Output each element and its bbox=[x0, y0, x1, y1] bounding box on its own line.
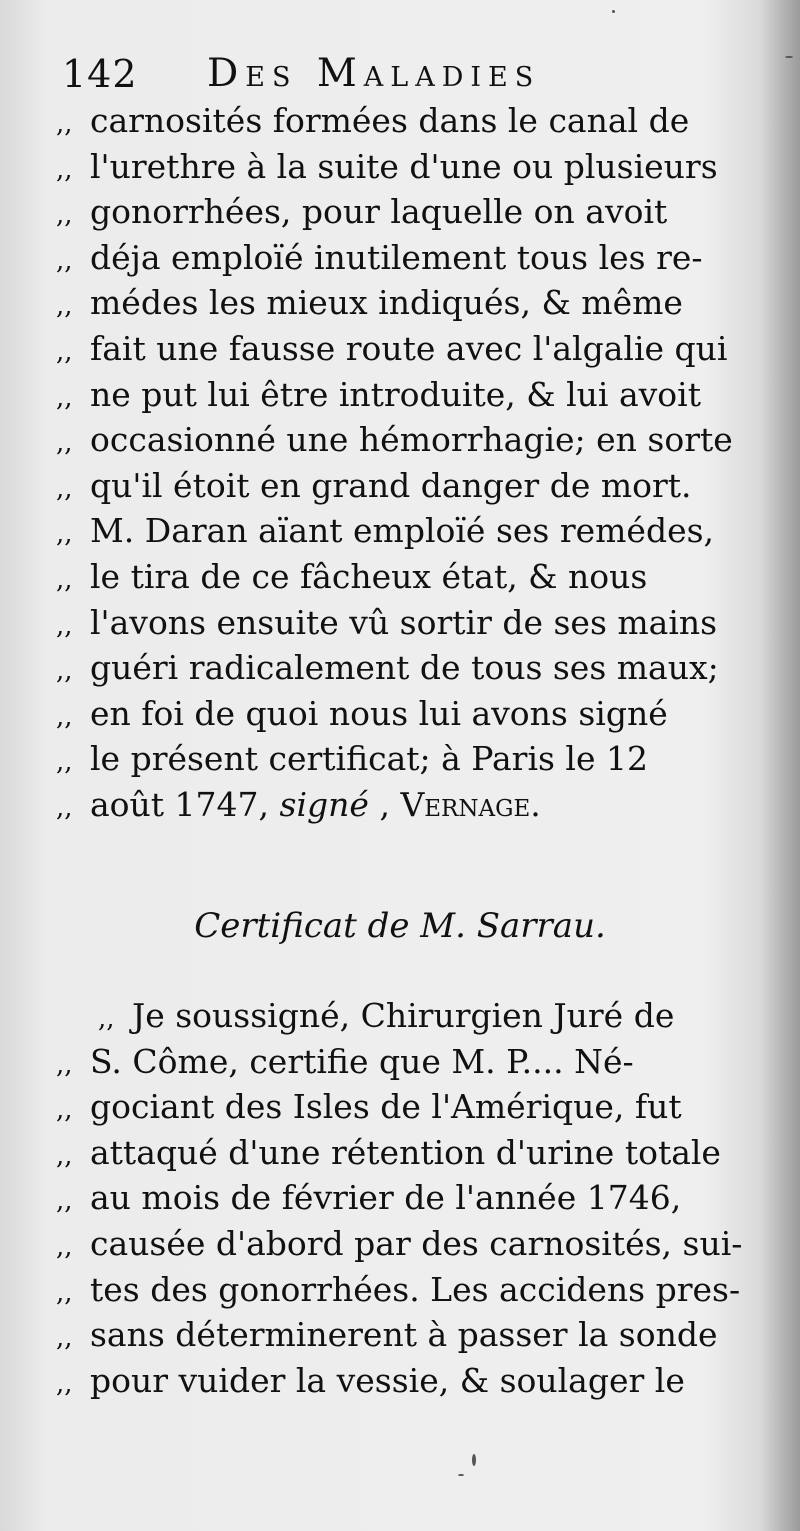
quote-mark: ,, bbox=[56, 1277, 73, 1308]
text-line bbox=[56, 1039, 750, 1085]
line-text: occasionné une hémorrhagie; en sorte bbox=[90, 420, 733, 460]
line-text: pour vuider la vessie, & soulager le bbox=[90, 1360, 685, 1400]
line-text: gonorrhées, pour laquelle on avoit bbox=[90, 192, 668, 232]
text-line bbox=[56, 144, 750, 190]
text-line bbox=[56, 98, 750, 144]
line-text: gociant des Isles de l'Amérique, fut bbox=[90, 1087, 682, 1127]
date-text: août 1747, bbox=[90, 784, 270, 824]
page-edge-shadow bbox=[760, 0, 800, 1531]
quote-mark: ,, bbox=[56, 519, 73, 550]
text-line bbox=[56, 280, 750, 326]
line-text: carnosités formées dans le canal de bbox=[90, 101, 690, 140]
text-line-signature bbox=[56, 782, 750, 828]
text-line bbox=[56, 463, 750, 509]
text-line bbox=[56, 1175, 750, 1221]
quote-mark: ,, bbox=[56, 610, 73, 641]
text-block-sarrau-certificate bbox=[56, 993, 750, 1403]
quote-mark: ,, bbox=[56, 1186, 73, 1217]
text-line bbox=[56, 1312, 750, 1358]
text-line bbox=[56, 645, 750, 691]
line-text: attaqué d'une rétention d'urine totale bbox=[90, 1132, 721, 1172]
line-text: S. Côme, certifie que M. P.... Né- bbox=[90, 1041, 634, 1081]
paper-speck bbox=[472, 1454, 476, 1466]
signature-separator: , bbox=[379, 784, 390, 824]
text-line bbox=[56, 372, 750, 418]
line-text bbox=[90, 782, 541, 828]
line-text: au mois de février de l'année 1746, bbox=[90, 1178, 682, 1218]
quote-mark: ,, bbox=[56, 428, 73, 459]
text-line bbox=[56, 417, 750, 463]
line-text: en foi de quoi nous lui avons signé bbox=[90, 693, 668, 733]
quote-mark: ,, bbox=[56, 1323, 73, 1354]
text-line bbox=[56, 1267, 750, 1313]
quote-mark: ,, bbox=[56, 109, 73, 139]
page-number: 142 bbox=[62, 52, 138, 96]
line-text: tes des gonorrhées. Les accidens pres- bbox=[90, 1269, 741, 1309]
line-text: fait une fausse route avec l'algalie qui bbox=[90, 328, 728, 368]
line-text: qu'il étoit en grand danger de mort. bbox=[90, 465, 692, 505]
text-line bbox=[56, 189, 750, 235]
text-line bbox=[56, 993, 750, 1039]
line-text: l'avons ensuite vû sortir de ses mains bbox=[90, 602, 718, 642]
line-text: le tira de ce fâcheux état, & nous bbox=[90, 556, 648, 596]
line-text: le présent certificat; à Paris le 12 bbox=[90, 739, 648, 779]
text-block-vernage-certificate bbox=[56, 98, 750, 828]
quote-mark: ,, bbox=[56, 336, 73, 367]
text-line bbox=[56, 691, 750, 737]
quote-mark: ,, bbox=[56, 245, 73, 276]
paper-speck bbox=[458, 1474, 464, 1476]
certificate-heading: Certificat de M. Sarrau. bbox=[194, 906, 606, 946]
line-text: causée d'abord par des carnosités, sui- bbox=[90, 1223, 743, 1263]
text-line bbox=[56, 1130, 750, 1176]
text-line bbox=[56, 1358, 750, 1404]
quote-mark: ,, bbox=[56, 382, 73, 413]
line-text: Je soussigné, Chirurgien Juré de bbox=[132, 996, 675, 1035]
quote-mark: ,, bbox=[56, 1368, 73, 1399]
line-text: l'urethre à la suite d'une ou plusieurs bbox=[90, 146, 718, 186]
quote-mark: ,, bbox=[98, 1004, 115, 1034]
quote-mark: ,, bbox=[56, 154, 73, 185]
line-text: guéri radicalement de tous ses maux; bbox=[90, 648, 719, 688]
quote-mark: ,, bbox=[56, 701, 73, 732]
quote-mark: ,, bbox=[56, 1140, 73, 1171]
line-text: M. Daran aïant emploïé ses remédes, bbox=[90, 511, 715, 551]
text-line bbox=[56, 1084, 750, 1130]
text-line bbox=[56, 508, 750, 554]
quote-mark: ,, bbox=[56, 564, 73, 595]
quote-mark: ,, bbox=[56, 473, 73, 504]
text-line bbox=[56, 554, 750, 600]
quote-mark: ,, bbox=[56, 1095, 73, 1126]
line-text: médes les mieux indiqués, & même bbox=[90, 283, 683, 323]
text-line bbox=[56, 736, 750, 782]
text-line bbox=[56, 1221, 750, 1267]
quote-mark: ,, bbox=[56, 200, 73, 231]
line-text: sans déterminerent à passer la sonde bbox=[90, 1315, 718, 1355]
quote-mark: ,, bbox=[56, 1231, 73, 1262]
quote-mark: ,, bbox=[56, 792, 73, 823]
quote-mark: ,, bbox=[56, 747, 73, 778]
running-head bbox=[62, 48, 742, 100]
quote-mark: ,, bbox=[56, 1049, 73, 1080]
signatory-name: Vernage. bbox=[400, 784, 541, 824]
running-head-title: Des Maladies bbox=[207, 51, 541, 96]
line-text: ne put lui être introduite, & lui avoit bbox=[90, 374, 701, 414]
text-line bbox=[56, 600, 750, 646]
quote-mark: ,, bbox=[56, 656, 73, 687]
paper-speck bbox=[612, 10, 615, 13]
quote-mark: ,, bbox=[56, 291, 73, 322]
text-line bbox=[56, 235, 750, 281]
signed-word: signé bbox=[279, 784, 369, 824]
line-text: déja emploïé inutilement tous les re- bbox=[90, 237, 703, 277]
text-line bbox=[56, 326, 750, 372]
paper-speck bbox=[785, 56, 793, 58]
